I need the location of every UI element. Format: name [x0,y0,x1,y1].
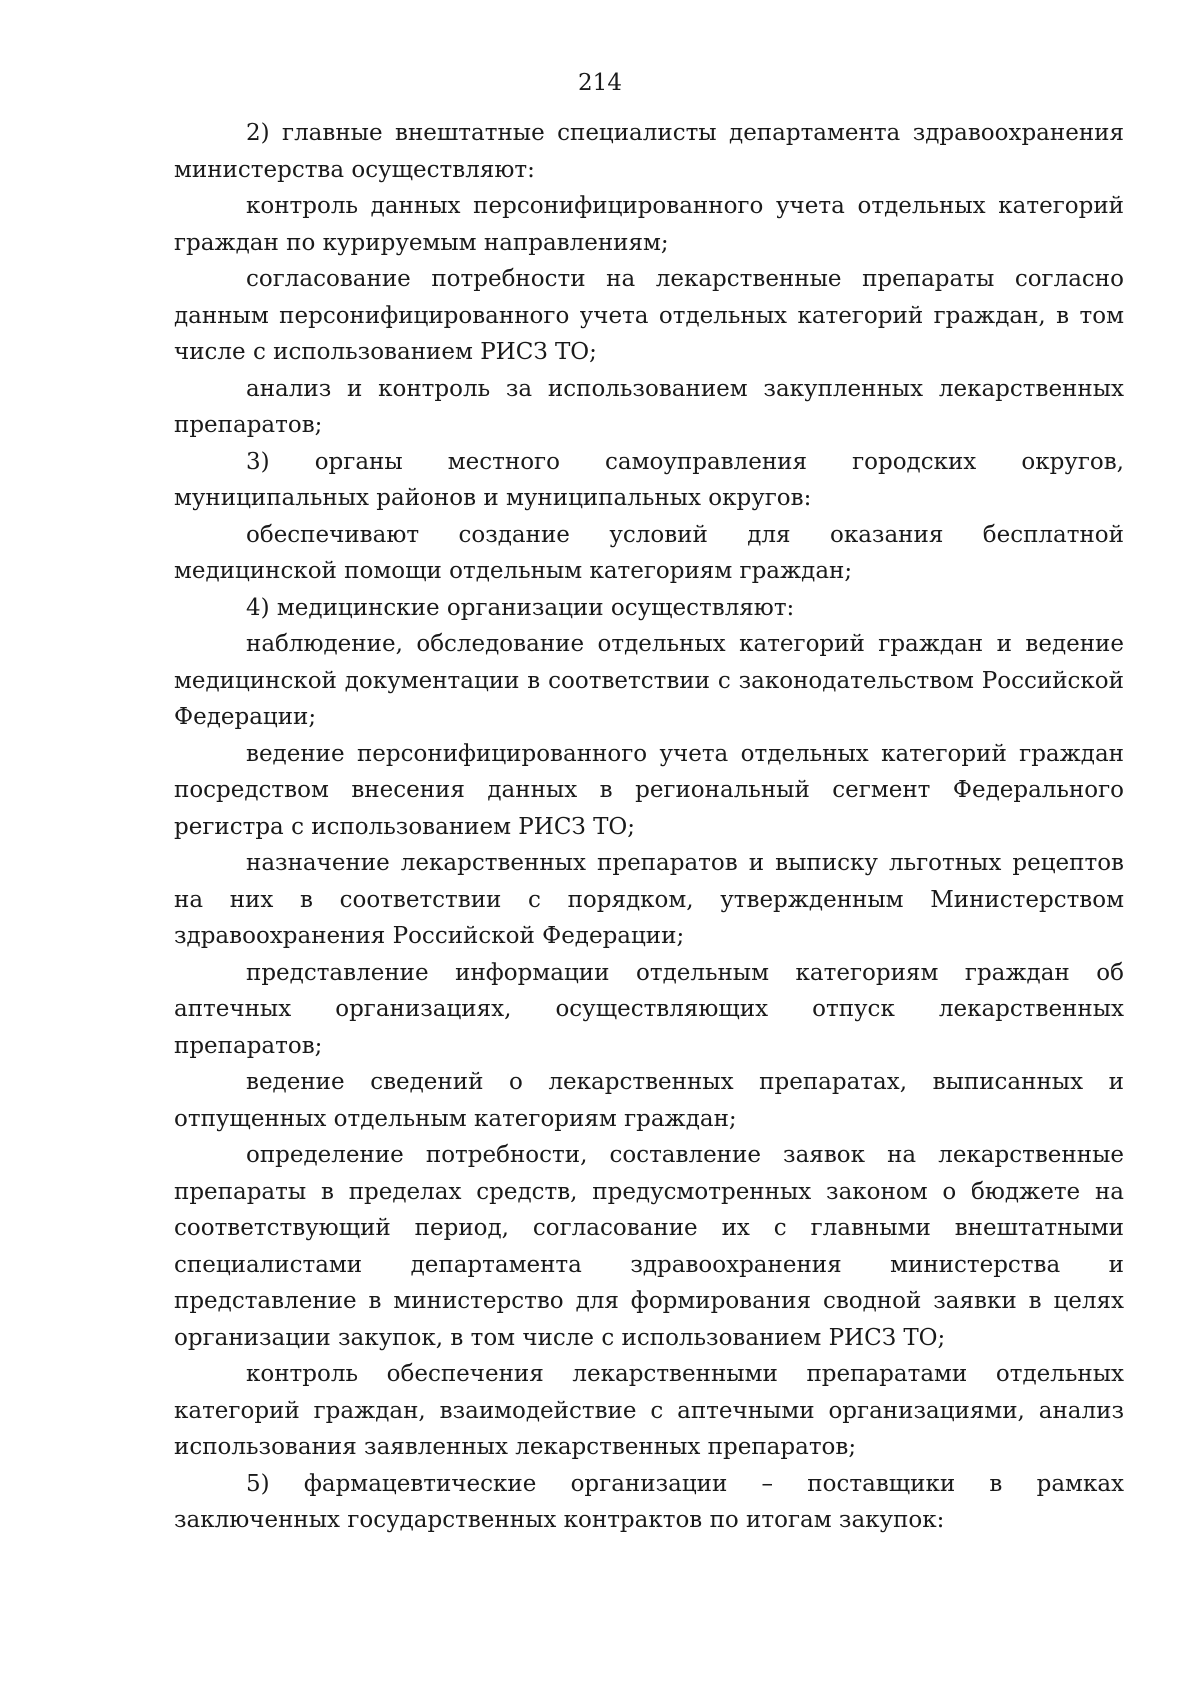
paragraph-3: согласование потребности на лекарственные препараты согласно данным персонифицированного учета отдельных категорий граждан, в том числе с использованием РИСЗ ТО; [174,266,1124,365]
paragraph-2: контроль данных персонифицированного учета отдельных категорий граждан по курируемым направлениям; [174,193,1124,256]
paragraph-10: назначение лекарственных препаратов и выписку льготных рецептов на них в соответствии с порядком, утвержденным Министерством здравоохранения Российской Федерации; [174,850,1124,949]
paragraph-4: анализ и контроль за использованием закупленных лекарственных препаратов; [174,375,1124,438]
page-number: 214 [578,70,622,96]
paragraph-9: ведение персонифицированного учета отдельных категорий граждан посредством внесения данных в региональный сегмент Федерального регистра с использованием РИСЗ ТО; [174,740,1124,840]
paragraph-1: 2) главные внештатные специалисты департамента здравоохранения министерства осуществляют: [174,120,1124,183]
paragraph-12: ведение сведений о лекарственных препаратах, выписанных и отпущенных отдельным категориям граждан; [174,1069,1124,1132]
paragraph-14: контроль обеспечения лекарственными препаратами отдельных категорий граждан, взаимодействие с аптечными организациями, анализ использования заявленных лекарственных препаратов; [174,1361,1124,1460]
paragraph-13: определение потребности, составление заявок на лекарственные препараты в пределах средств, предусмотренных законом о бюджете на соответствующий период, согласование их с главными внештатными специалистами департамента здравоохранения министерства и представление в министерство для формирования сводной заявки в целях организации закупок, в том числе с использованием РИСЗ ТО; [174,1142,1124,1351]
paragraph-8: наблюдение, обследование отдельных категорий граждан и ведение медицинской документации в соответствии с законодательством Российской Федерации; [174,631,1124,730]
paragraph-11: представление информации отдельным категориям граждан об аптечных организациях, осуществляющих отпуск лекарственных препаратов; [174,959,1124,1059]
paragraph-6: обеспечивают создание условий для оказания бесплатной медицинской помощи отдельным категориям граждан; [174,521,1124,584]
document-body [174,115,1124,1539]
paragraph-5: 3) органы местного самоуправления городских округов, муниципальных районов и муниципальных округов: [174,448,1124,511]
paragraph-7: 4) медицинские организации осуществляют: [246,594,795,621]
paragraph-15: 5) фармацевтические организации – поставщики в рамках заключенных государственных контрактов по итогам закупок: [174,1470,1124,1533]
